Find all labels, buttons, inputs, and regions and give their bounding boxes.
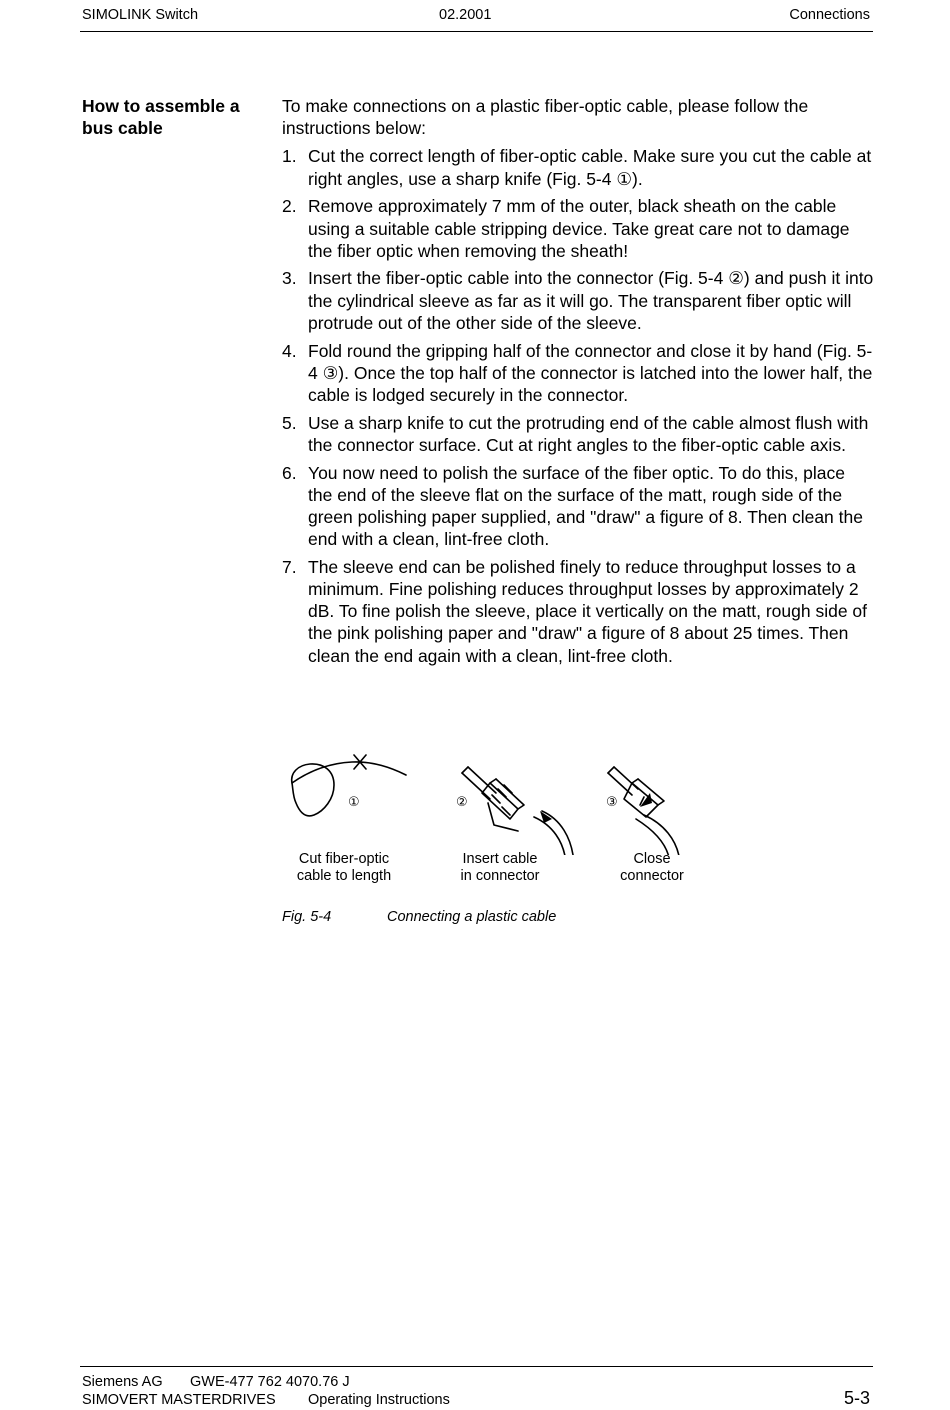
caption-cut [274, 851, 414, 885]
step-text: Remove approximately 7 mm of the outer, black sheath on the cable using a suitable cable stripping device. Take great care not to damage the fiber optic when removing the sheath! [308, 196, 850, 261]
step-number: 7. [282, 556, 297, 577]
header-chapter: Connections [789, 7, 870, 23]
step-item [282, 145, 874, 189]
step-text: Insert the fiber-optic cable into the connector (Fig. 5-4 ②) and push it into the cylindrical sleeve as far as it will go. The transparent fiber optic will protrude out of the other side of the sleeve. [308, 268, 874, 333]
figure-number: Fig. 5-4 [282, 909, 332, 925]
step-item [282, 195, 874, 262]
caption-insert [430, 851, 570, 885]
step-text: You now need to polish the surface of the fiber optic. To do this, place the end of the sleeve flat on the surface of the matt, rough side of the green polishing paper supplied, and "draw" a figure of 8. Then clean the end with a clean, lint-free cloth. [308, 462, 863, 550]
step-item [282, 556, 874, 667]
step-item [282, 462, 874, 551]
intro-paragraph: To make connections on a plastic fiber-optic cable, please follow the instructions below: [282, 96, 809, 139]
step-number: 2. [282, 196, 297, 217]
header-document-title: SIMOLINK Switch [82, 7, 199, 23]
header-rule [80, 31, 873, 32]
step-text: Use a sharp knife to cut the protruding end of the cable almost flush with the connector surface. Cut at right angles to the fiber-optic cable axis. [308, 412, 869, 455]
marker-3: ③ [606, 795, 618, 810]
instructions-body [282, 95, 874, 672]
figure-connecting-cable [282, 745, 702, 895]
footer-company: Siemens AG [82, 1374, 163, 1390]
step-number: 6. [282, 462, 297, 483]
caption-line: Close [633, 851, 671, 867]
step-text: Fold round the gripping half of the connector and close it by hand (Fig. 5-4 ③). Once the top half of the connector is latched into the lower half, the cable is lodged securely in the connector. [308, 340, 873, 405]
step-number: 1. [282, 146, 297, 167]
footer-rule [80, 1366, 873, 1367]
close-connector-illustration [608, 767, 680, 855]
footer-product: SIMOVERT MASTERDRIVES [82, 1392, 276, 1408]
figure-title: Connecting a plastic cable [387, 909, 557, 925]
header-date: 02.2001 [439, 7, 492, 23]
footer-doc-type: Operating Instructions [308, 1392, 450, 1408]
caption-line: connector [620, 868, 684, 884]
step-text: The sleeve end can be polished finely to reduce throughput losses to a minimum. Fine polishing reduces throughput losses by approximately 2 dB. To fine polish the sleeve, place it vertically on the matt, rough side of the pink polishing paper and "draw" a figure of 8 about 25 times. Then clean the end again with a clean, lint-free cloth. [308, 556, 868, 666]
caption-line: cable to length [296, 868, 392, 884]
caption-line: Cut fiber-optic [298, 851, 390, 867]
insert-cable-illustration [462, 767, 574, 855]
caption-line: in connector [460, 868, 540, 884]
footer-order-number: GWE-477 762 4070.76 J [190, 1374, 350, 1390]
marker-2: ② [456, 795, 468, 810]
step-item [282, 340, 874, 407]
step-text: Cut the correct length of fiber-optic cable. Make sure you cut the cable at right angles, use a sharp knife (Fig. 5-4 ①). [308, 146, 872, 189]
step-item [282, 412, 874, 456]
page-number: 5-3 [843, 1388, 870, 1408]
step-item [282, 267, 874, 334]
marker-1: ① [348, 795, 360, 810]
step-number: 3. [282, 268, 297, 289]
caption-line: Insert cable [462, 851, 538, 867]
caption-close [582, 851, 722, 885]
steps-list [282, 145, 874, 666]
step-number: 4. [282, 340, 297, 361]
section-heading: How to assemble a bus cable [82, 96, 240, 138]
figure-illustration [282, 745, 702, 855]
step-number: 5. [282, 412, 297, 433]
